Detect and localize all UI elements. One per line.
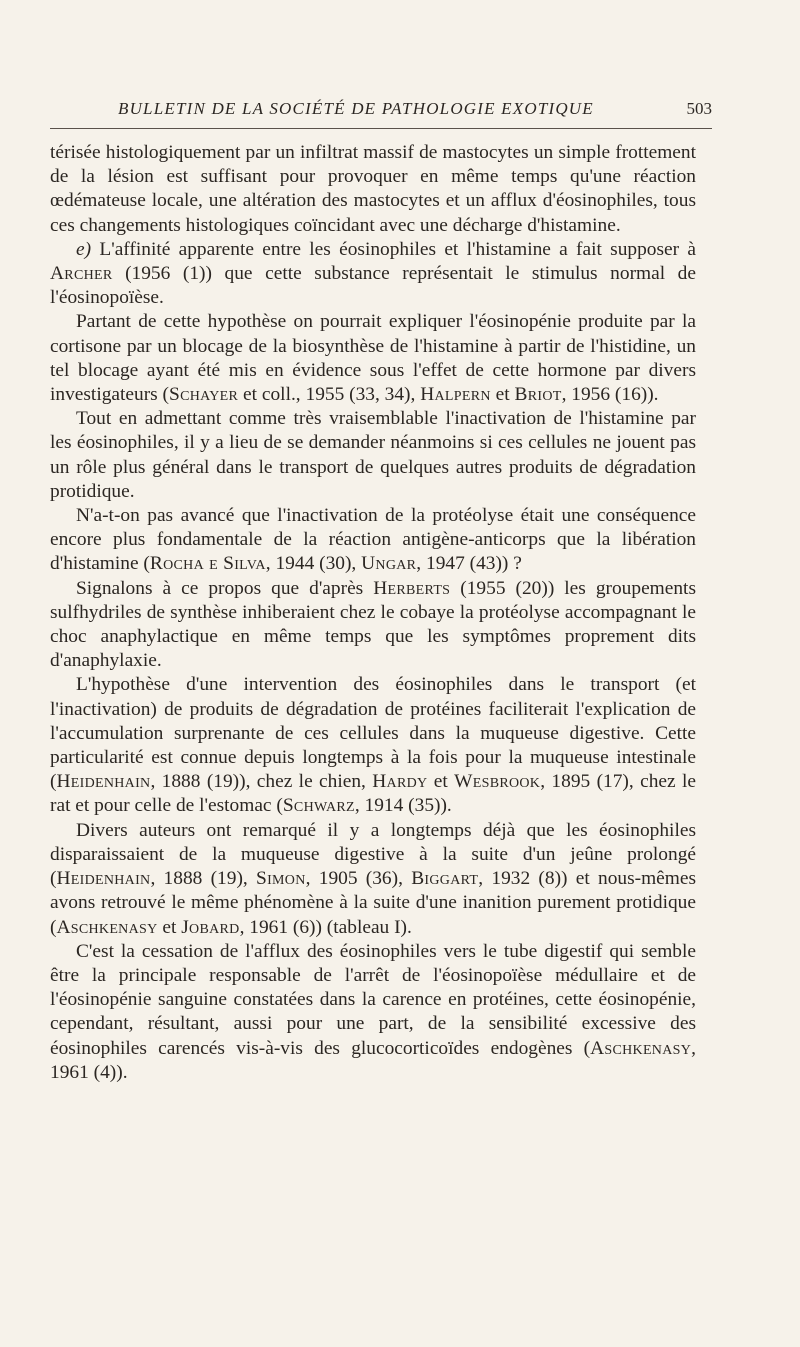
author-name: Ungar [361, 553, 417, 575]
paragraph: Divers auteurs ont remarqué il y a longtemps déjà que les éosinophiles disparaissaient de la muqueuse digestive à la suite d'un jeûne prolongé (Heidenhain, 1888 (19), Simon, 1905 (36), Biggart, 1932 (8)) et nous-mêmes avons retrouvé le même phénomène à la suite d'une inanition purement protidique (Aschkenasy et Jobard, 1961 (6)) (tableau I). [50, 819, 697, 938]
author-name: Wesbrook [454, 771, 541, 793]
author-name: Aschkenasy [56, 916, 158, 938]
list-label: e) [76, 238, 92, 260]
paragraph: N'a-t-on pas avancé que l'inactivation de la protéolyse était une conséquence encore plus fondamentale de la réaction antigène-anticorps que la libération d'histamine (Rocha e Silva, 1944 (30), Ungar, 1947 (43)) ? [50, 505, 696, 575]
author-name: Halpern [420, 384, 491, 406]
article-body [50, 141, 696, 1085]
author-name: Herberts [373, 577, 451, 599]
author-name: Simon [256, 868, 306, 890]
author-name: Schayer [169, 384, 239, 406]
author-name: Jobard [181, 916, 240, 938]
page-number: 503 [686, 99, 712, 118]
running-header [50, 92, 712, 129]
paragraph: Partant de cette hypothèse on pourrait expliquer l'éosinopénie produite par la cortisone par un blocage de la biosynthèse de l'histamine à partir de l'histidine, un tel blocage ayant été mis en évidence sous l'effet de cette hormone par divers investigateurs (Schayer et coll., 1955 (33, 34), Halpern et Briot, 1956 (16)). [50, 311, 696, 406]
author-name: Briot [514, 384, 562, 406]
journal-title: BULLETIN DE LA SOCIÉTÉ DE PATHOLOGIE EXOTIQUE [118, 99, 594, 118]
paragraph: térisée histologiquement par un infiltrat massif de mastocytes un simple frottement de la lésion est suffisant pour provoquer en même temps qu'une réaction œdémateuse locale, une altération des mastocytes et un afflux d'éosinophiles, tous ces changements histologiques coïncidant avec une décharge d'histamine. [50, 142, 696, 236]
author-name: Heidenhain [56, 868, 151, 890]
author-name: Heidenhain [56, 771, 151, 793]
author-name: Schwarz [282, 795, 355, 817]
paragraph: Tout en admettant comme très vraisemblable l'inactivation de l'histamine par les éosinophiles, il y a lieu de se demander néanmoins si ces cellules ne jouent pas un rôle plus général dans le transport de quelques autres produits de dégradation protidique. [50, 408, 696, 502]
paragraph: Signalons à ce propos que d'après Herberts (1955 (20)) les groupements sulfhydriles de synthèse inhiberaient chez le cobaye la protéolyse accompagnant le choc anaphylactique en même temps que les symptômes proprement dits d'anaphylaxie. [50, 577, 696, 672]
paragraph: L'hypothèse d'une intervention des éosinophiles dans le transport (et l'inactivation) de produits de dégradation de protéines faciliterait l'explication de l'accumulation surprenante de ces cellules dans la muqueuse digestive. Cette particularité est connue depuis longtemps à la fois pour la muqueuse intestinale (Heidenhain, 1888 (19)), chez le chien, Hardy et Wesbrook, 1895 (17), chez le rat et pour celle de l'estomac (Schwarz, 1914 (35)). [50, 674, 696, 817]
author-name: Hardy [372, 771, 428, 793]
author-name: Biggart [411, 868, 479, 890]
author-name: Aschkenasy [590, 1037, 692, 1059]
author-name: Rocha e Silva [149, 553, 266, 575]
paragraph: C'est la cessation de l'afflux des éosinophiles vers le tube digestif qui semble être la principale responsable de l'arrêt de l'éosinopoïèse médullaire et de l'éosinopénie sanguine constatées dans la carence en protéines, cette éosinopénie, cependant, résultant, aussi pour une part, de la sensibilité excessive des éosinophiles carencés vis-à-vis des glucocorticoïdes endogènes (Aschkenasy, 1961 (4)). [50, 940, 696, 1083]
author-name: Archer [50, 263, 113, 285]
paragraph: e) L'affinité apparente entre les éosinophiles et l'histamine a fait supposer à Archer (1956 (1)) que cette substance représentait le stimulus normal de l'éosinopoïèse. [50, 238, 696, 309]
